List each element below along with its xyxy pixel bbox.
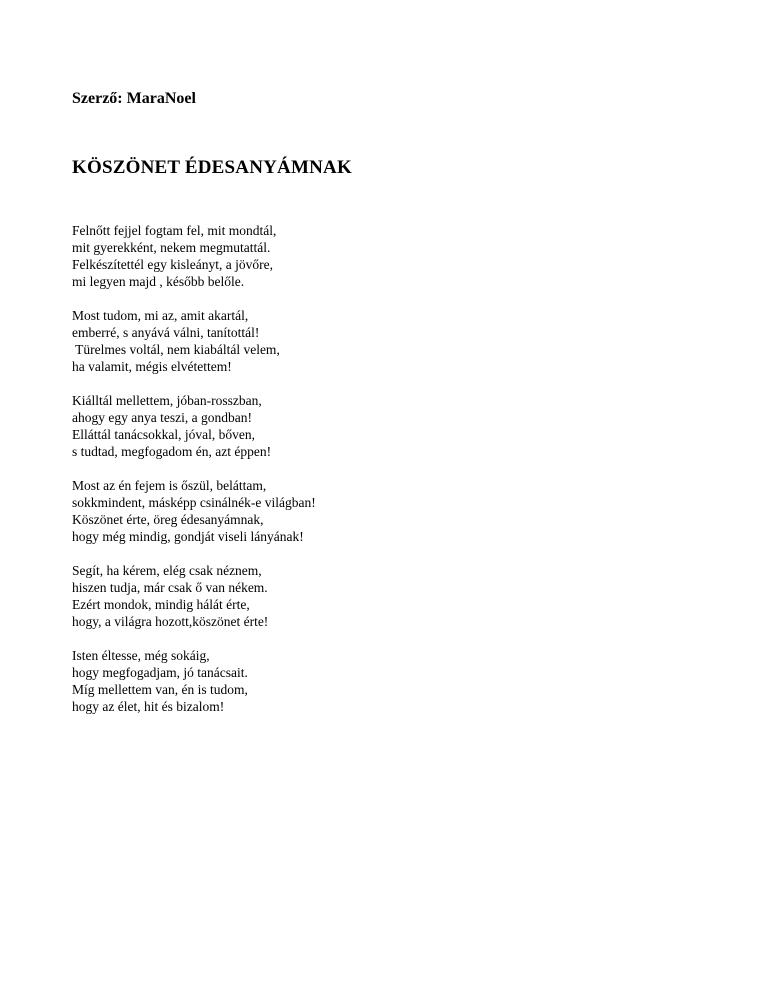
stanza <box>72 307 672 375</box>
author-line: Szerző: MaraNoel <box>72 90 196 107</box>
stanza <box>72 562 672 630</box>
poem-line: hogy az élet, hit és bizalom! <box>72 699 225 714</box>
poem-line: s tudtad, megfogadom én, azt éppen! <box>72 444 272 459</box>
poem-line: Segít, ha kérem, elég csak néznem, <box>72 563 262 578</box>
poem-line: Most az én fejem is őszül, beláttam, <box>72 478 267 493</box>
poem-line: Ezért mondok, mindig hálát érte, <box>72 597 250 612</box>
poem-line: ahogy egy anya teszi, a gondban! <box>72 410 252 425</box>
poem-line: Kiálltál mellettem, jóban-rosszban, <box>72 393 262 408</box>
stanza <box>72 222 672 290</box>
poem-line: hiszen tudja, már csak ő van nékem. <box>72 580 268 595</box>
stanza <box>72 477 672 545</box>
poem-line: hogy, a világra hozott,köszönet érte! <box>72 614 269 629</box>
poem-line: mi legyen majd , később belőle. <box>72 274 245 289</box>
poem-line: Köszönet érte, öreg édesanyámnak, <box>72 512 264 527</box>
poem-line: ha valamit, mégis elvétettem! <box>72 359 232 374</box>
stanza <box>72 392 672 460</box>
poem-line: Felkészítettél egy kisleányt, a jövőre, <box>72 257 273 272</box>
poem-line: Isten éltesse, még sokáig, <box>72 648 210 663</box>
poem-line: sokkmindent, másképp csinálnék-e világban! <box>72 495 316 510</box>
poem-line: Most tudom, mi az, amit akartál, <box>72 308 249 323</box>
poem-title: KÖSZÖNET ÉDESANYÁMNAK <box>72 157 352 178</box>
poem-line: hogy még mindig, gondját viseli lányának! <box>72 529 304 544</box>
poem-line: Elláttál tanácsokkal, jóval, bőven, <box>72 427 255 442</box>
poem-line: emberré, s anyává válni, tanítottál! <box>72 325 260 340</box>
poem-line: Türelmes voltál, nem kiabáltál velem, <box>72 342 280 357</box>
poem-body <box>72 222 672 732</box>
poem-line: Felnőtt fejjel fogtam fel, mit mondtál, <box>72 223 277 238</box>
poem-line: hogy megfogadjam, jó tanácsait. <box>72 665 248 680</box>
poem-line: Míg mellettem van, én is tudom, <box>72 682 248 697</box>
stanza <box>72 647 672 715</box>
poem-line: mit gyerekként, nekem megmutattál. <box>72 240 271 255</box>
